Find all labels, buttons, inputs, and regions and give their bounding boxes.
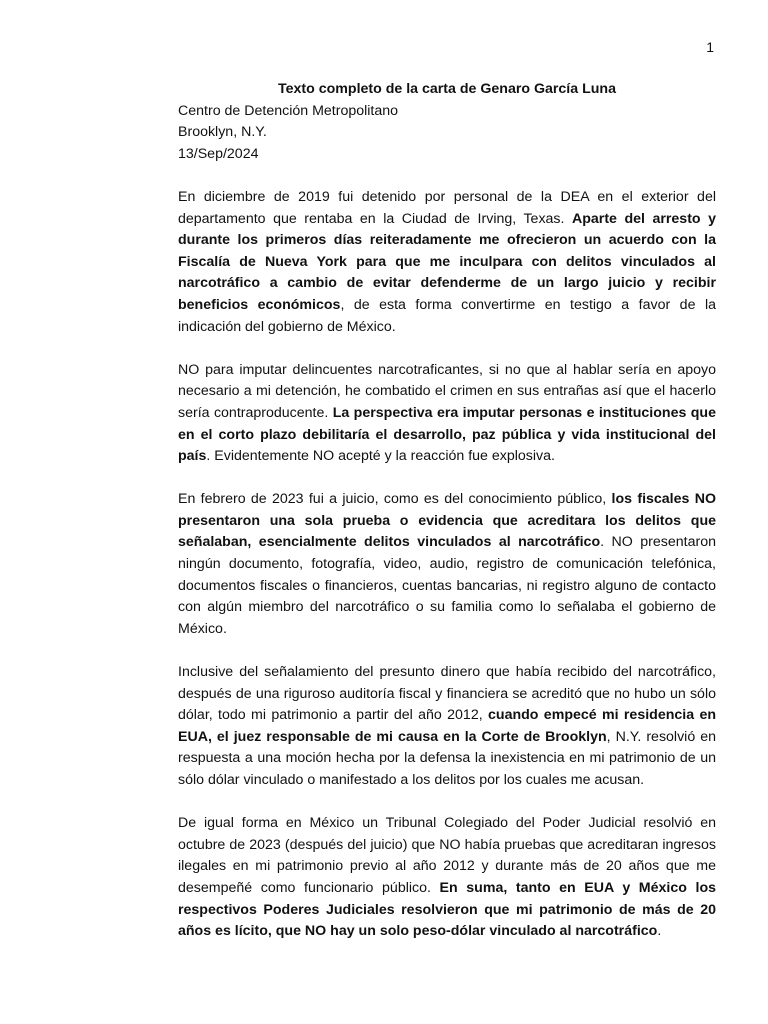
paragraph-3-emphasis: los fiscales NO presentaron una sola prueba o evidencia que acreditara los delitos que señalaban, esencialmente delitos vinculados al narcotráfico [178,491,716,551]
paragraph-2-emphasis: La perspectiva era imputar personas e instituciones que en el corto plazo debilitaría el desarrollo, paz pública y vida institucional del país [178,404,716,465]
paragraph-2 [178,360,716,468]
paragraph-5-text-b: . [657,923,662,940]
paragraph-5 [178,813,716,943]
paragraph-1 [178,187,716,338]
paragraph-4-text-a: Inclusive del señalamiento del presunto dinero que había recibido del narcotráfico, después de una riguroso auditoría fiscal y financiera se acreditó que no hubo un sólo dólar, todo mi patrimonio a partir del año 2012, [178,664,716,724]
paragraph-5-emphasis: En suma, tanto en EUA y México los respectivos Poderes Judiciales resolvieron que mi patrimonio de más de 20 años es lícito, que NO hay un solo peso-dólar vinculado al narcotráfico [178,879,716,940]
letter-body [178,79,716,943]
paragraph-1-text-b: , de esta forma convertirme en testigo a favor de la indicación del gobierno de México. [178,296,716,335]
sender-location: Centro de Detención Metropolitano [178,102,399,119]
paragraph-3-text-b: . NO presentaron ningún documento, fotografía, video, audio, registro de comunicación telefónica, documentos fiscales o financieros, cuentas bancarias, ni registro alguno de contacto con algún miembro del narcotráfico o su familia como lo señalaba el gobierno de México. [178,534,716,637]
paragraph-2-text-b: . Evidentemente NO acepté y la reacción fue explosiva. [206,448,555,465]
paragraph-4-emphasis: cuando empecé mi residencia en EUA, el juez responsable de mi causa en la Corte de Brooklyn [178,707,717,745]
paragraph-2-text-a: NO para imputar delincuentes narcotraficantes, si no que al hablar sería en apoyo necesario a mi detención, he combatido el crimen en sus entrañas así que el hacerlo sería contraproducente. [178,361,716,421]
paragraph-4-text-b: , N.Y. resolvió en respuesta a una moción hecha por la defensa la inexistencia en mi patrimonio de un sólo dólar vinculado o manifestado a los delitos por los cuales me acusan. [178,728,716,788]
letter-title: Texto completo de la carta de Genaro García Luna [278,81,616,97]
paragraph-1-text-a: En diciembre de 2019 fui detenido por personal de la DEA en el exterior del departamento que rentaba en la Ciudad de Irving, Texas. [178,188,716,227]
paragraph-3-text-a: En febrero de 2023 fui a juicio, como es del conocimiento público, [178,491,612,508]
paragraph-4 [178,662,716,792]
paragraph-5-text-a: De igual forma en México un Tribunal Colegiado del Poder Judicial resolvió en octubre de 2023 (después del juicio) que NO había pruebas que acreditaran ingresos ilegales en mi patrimonio previo al año 2012 y durante más de 20 años que me desempeñé como funcionario público. [178,815,716,896]
page-number: 1 [706,39,714,55]
letter-date: 13/Sep/2024 [178,145,259,162]
sender-city: Brooklyn, N.Y. [178,124,267,141]
paragraph-1-emphasis: Aparte del arresto y durante los primeros días reiteradamente me ofrecieron un acuerdo con la Fiscalía de Nueva York para que me inculpara con delitos vinculados al narcotráfico a cambio de evitar defenderme de un largo juicio y recibir beneficios económicos [178,210,716,313]
paragraph-3 [178,489,716,640]
